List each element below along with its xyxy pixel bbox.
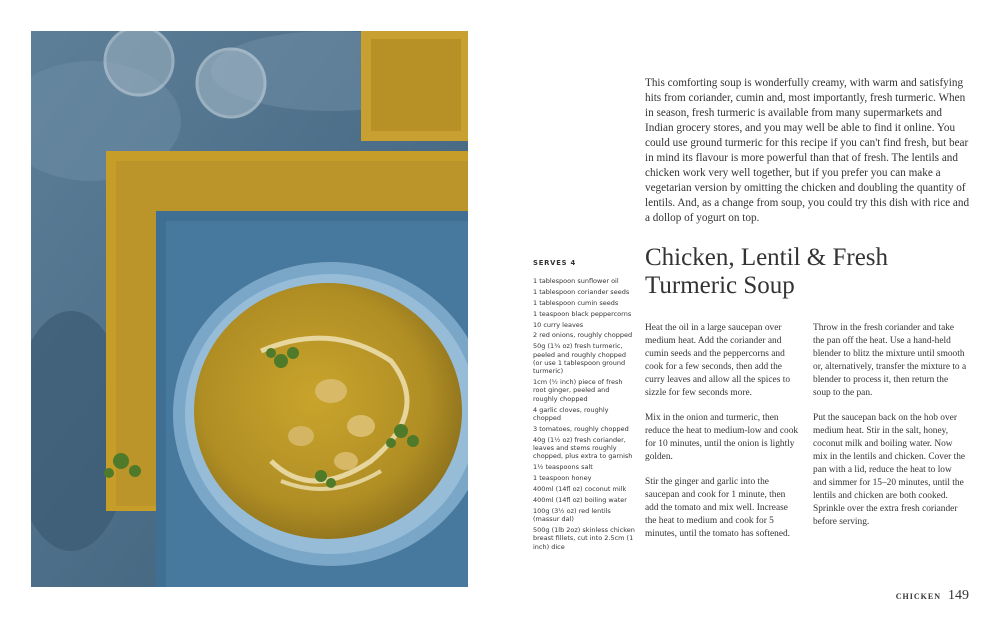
serves-label: SERVES 4 [533,259,577,267]
ingredients-column [533,259,635,553]
ingredient-item: 1 tablespoon coriander seeds [533,287,630,296]
method-step: Heat the oil in a large saucepan over medium heat. Add the coriander and cumin seeds and the peppercorns and cook for a few seconds, then add the curry leaves and allow all the spices to sizzle for few seconds more. [645,323,791,398]
soup-illustration [31,31,468,587]
ingredient-item: 1 teaspoon honey [533,474,592,483]
ingredient-item: 1cm (½ inch) piece of fresh root ginger, peeled and roughly chopped [533,378,623,403]
method-step: Mix in the onion and turmeric, then reduce the heat to medium-low and cook for 10 minutes, until the onion is lightly golden. [645,413,799,462]
method-step: Throw in the fresh coriander and take the pan off the heat. Use a hand-held blender to blitz the mixture until smooth or, alternatively, transfer the mixture to a blender to process it, then return the soup to the pan. [813,323,967,398]
ingredient-item: 400ml (14fl oz) boiling water [533,495,627,504]
method-step: Put the saucepan back on the hob over medium heat. Stir in the salt, honey, coconut milk and boiling water. Now mix in the lentils and chicken. Cover the pan with a lid, reduce the heat to low and simmer for 15–20 minutes, until the lentils and chicken are both cooked. Sprinkle over the extra fresh coriander before serving. [813,413,966,527]
intro-paragraph: This comforting soup is wonderfully creamy, with warm and satisfying hits from coriander, cumin and, most importantly, fresh turmeric. When in season, fresh turmeric is available from many supermarkets and Indian grocery stores, and you may well be able to find it online. You could use ground turmeric for this recipe if you can't find fresh, but bear in mind its flavour is more powerful than that of fresh. The lentils and chicken work very well together, but if you prefer you can make a vegetarian version by omitting the chicken and doubling the quantity of lentils. And, as a change from soup, you could try this dish with rice and a dollop of yogurt on top. [645,77,970,224]
ingredient-item: 100g (3½ oz) red lentils (massur dal) [533,506,611,524]
ingredient-item: 3 tomatoes, roughly chopped [533,424,629,433]
ingredient-item: 500g (1lb 2oz) skinless chicken breast fillets, cut into 2.5cm (1 inch) dice [533,525,635,551]
recipe-title: Chicken, Lentil & Fresh Turmeric Soup [645,244,889,299]
ingredient-item: 4 garlic cloves, roughly chopped [533,405,609,422]
method-column-1 [645,322,799,553]
ingredient-item: 400ml (14fl oz) coconut milk [533,484,627,493]
soup-photo [31,31,468,587]
ingredient-item: 50g (1¾ oz) fresh turmeric, peeled and roughly chopped (or use 1 tablespoon ground turmeric) [533,342,627,376]
ingredient-item: 1 teaspoon black peppercorns [533,309,632,318]
ingredient-item: 40g (1½ oz) fresh coriander, leaves and stems roughly chopped, plus extra to garnish [533,435,633,461]
ingredient-item: 1 tablespoon cumin seeds [533,298,619,307]
ingredient-item: 2 red onions, roughly chopped [533,331,633,340]
ingredient-item: 1½ teaspoons salt [533,463,593,472]
ingredient-list [533,277,635,551]
ingredient-item: 1 tablespoon sunflower oil [533,277,619,285]
page-footer [896,586,969,604]
method-step: Stir the ginger and garlic into the saucepan and cook for 1 minute, then add the tomato and mix well. Increase the heat to medium and cook for 5 minutes, until the tomato has softened. [645,477,791,539]
method-column-2 [813,322,967,541]
section-label: CHICKEN [895,592,941,601]
page-number: 149 [948,588,969,603]
ingredient-item: 10 curry leaves [533,320,584,329]
